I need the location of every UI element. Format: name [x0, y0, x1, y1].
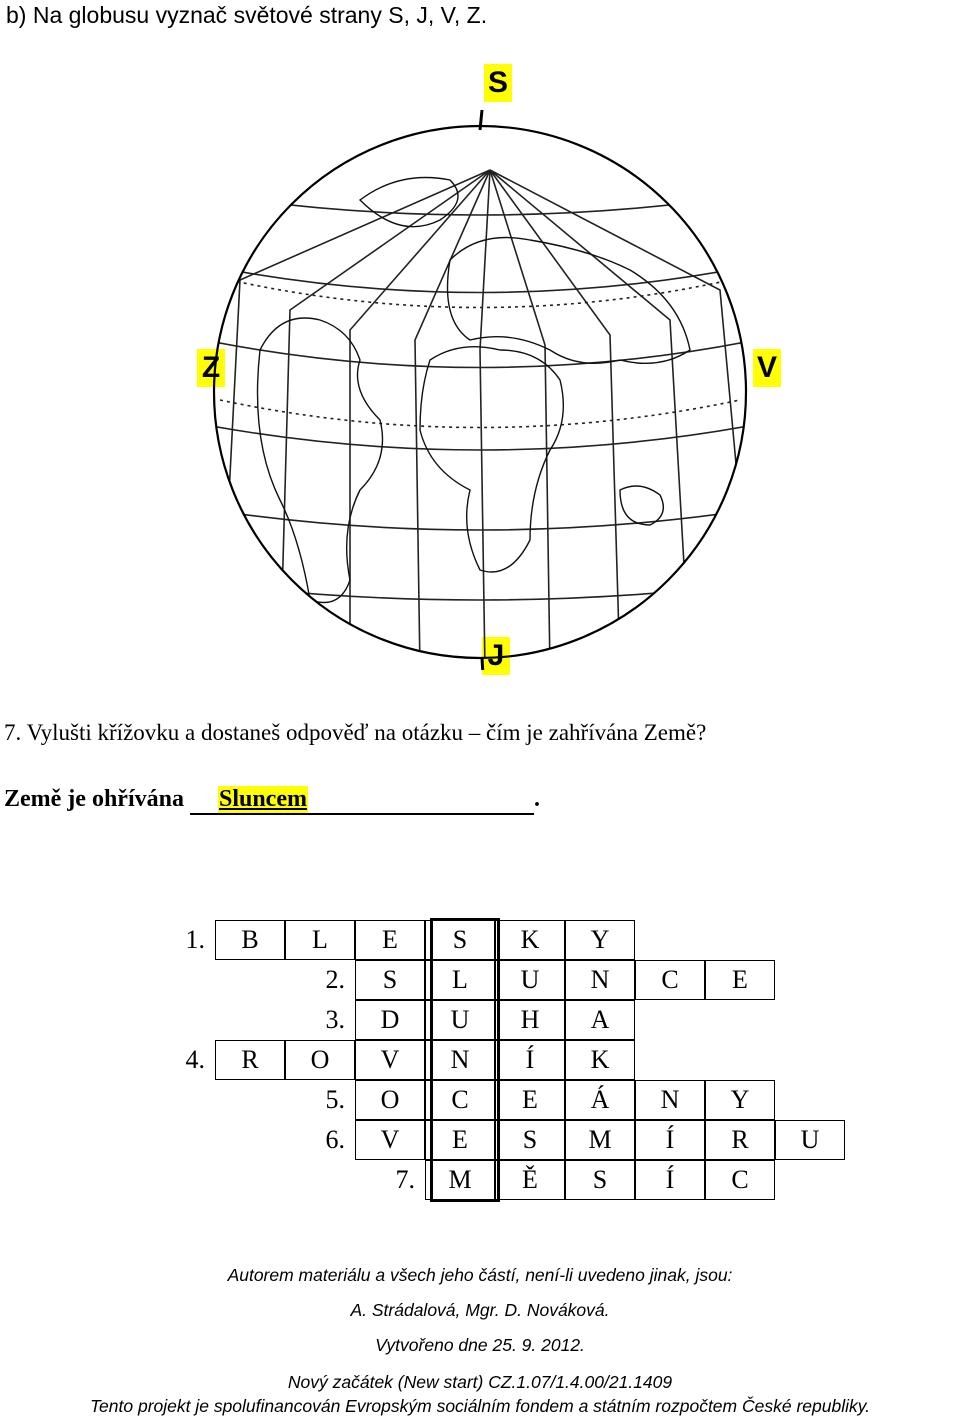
crossword-cell: Í [635, 1120, 705, 1160]
crossword-cell: S [495, 1120, 565, 1160]
crossword-cell: Í [495, 1040, 565, 1080]
crossword-cell: M [565, 1120, 635, 1160]
crossword-row-number: 1. [185, 925, 205, 954]
crossword-cell: C [635, 960, 705, 1000]
crossword-cell: H [495, 1000, 565, 1040]
crossword-cell: A [565, 1000, 635, 1040]
crossword-cell: E [425, 1120, 495, 1160]
crossword-cell: K [565, 1040, 635, 1080]
footer-created-date: Vytvořeno dne 25. 9. 2012. [375, 1335, 585, 1355]
globe-illustration [200, 110, 760, 670]
crossword-cell: R [215, 1040, 285, 1080]
crossword-row-number: 3. [325, 1005, 345, 1034]
crossword-cell: S [425, 920, 495, 960]
crossword-cell: N [635, 1080, 705, 1120]
footer-authors-intro: Autorem materiálu a všech jeho částí, není-li uvedeno jinak, jsou: [227, 1265, 733, 1285]
direction-east-label: V [753, 349, 781, 387]
task-b-heading: b) Na globusu vyznač světové strany S, J, V, Z. [6, 2, 488, 28]
crossword-cell: U [425, 1000, 495, 1040]
crossword-row-number: 7. [395, 1165, 415, 1194]
footer-authors: A. Strádalová, Mgr. D. Nováková. [350, 1300, 610, 1320]
globe-axis-south [482, 658, 483, 670]
crossword-row-number: 5. [325, 1085, 345, 1114]
crossword-cell: M [425, 1160, 495, 1200]
crossword-cell: C [705, 1160, 775, 1200]
question-7: 7. Vylušti křížovku a dostaneš odpověď na otázku – čím je zahřívána Země? [4, 720, 707, 745]
crossword-cell: L [425, 960, 495, 1000]
crossword-cell: E [495, 1080, 565, 1120]
crossword-cell: O [355, 1080, 425, 1120]
crossword-cell: Y [705, 1080, 775, 1120]
crossword-cell: E [355, 920, 425, 960]
crossword-cell: D [355, 1000, 425, 1040]
crossword-row-number: 2. [325, 965, 345, 994]
crossword-cell: B [215, 920, 285, 960]
globe-axis-north [480, 110, 482, 130]
answer-prefix: Země je ohřívána [4, 786, 184, 812]
crossword-cell: R [705, 1120, 775, 1160]
answer-end: . [533, 786, 540, 812]
crossword-cell: L [285, 920, 355, 960]
crossword-cell: U [775, 1120, 845, 1160]
direction-west-label: Z [197, 349, 225, 387]
answer-line [4, 786, 540, 815]
crossword-cell: Y [565, 920, 635, 960]
crossword-cell: O [285, 1040, 355, 1080]
footer-funding: Tento projekt je spolufinancován Evropským sociálním fondem a státním rozpočtem České republiky. [89, 1396, 871, 1416]
globe-grid [200, 170, 760, 670]
crossword-cell: Ě [495, 1160, 565, 1200]
crossword-cell: K [495, 920, 565, 960]
direction-south-label: J [482, 637, 510, 675]
crossword-cell: V [355, 1120, 425, 1160]
crossword-cell: N [565, 960, 635, 1000]
direction-north-label: S [484, 64, 512, 102]
crossword-cell: S [355, 960, 425, 1000]
crossword-row-number: 4. [185, 1045, 205, 1074]
crossword-cell: Í [635, 1160, 705, 1200]
crossword-cell: E [705, 960, 775, 1000]
answer-blank-right [308, 786, 534, 815]
footer-project-code: Nový začátek (New start) CZ.1.07/1.4.00/21.1409 [287, 1372, 673, 1392]
crossword-cell: U [495, 960, 565, 1000]
answer-blank-left [190, 786, 218, 815]
crossword-cell: S [565, 1160, 635, 1200]
crossword-cell: V [355, 1040, 425, 1080]
crossword-row-number: 6. [325, 1125, 345, 1154]
crossword-cell: C [425, 1080, 495, 1120]
answer-word: Sluncem [218, 786, 308, 815]
crossword-cell: Á [565, 1080, 635, 1120]
crossword-cell: N [425, 1040, 495, 1080]
